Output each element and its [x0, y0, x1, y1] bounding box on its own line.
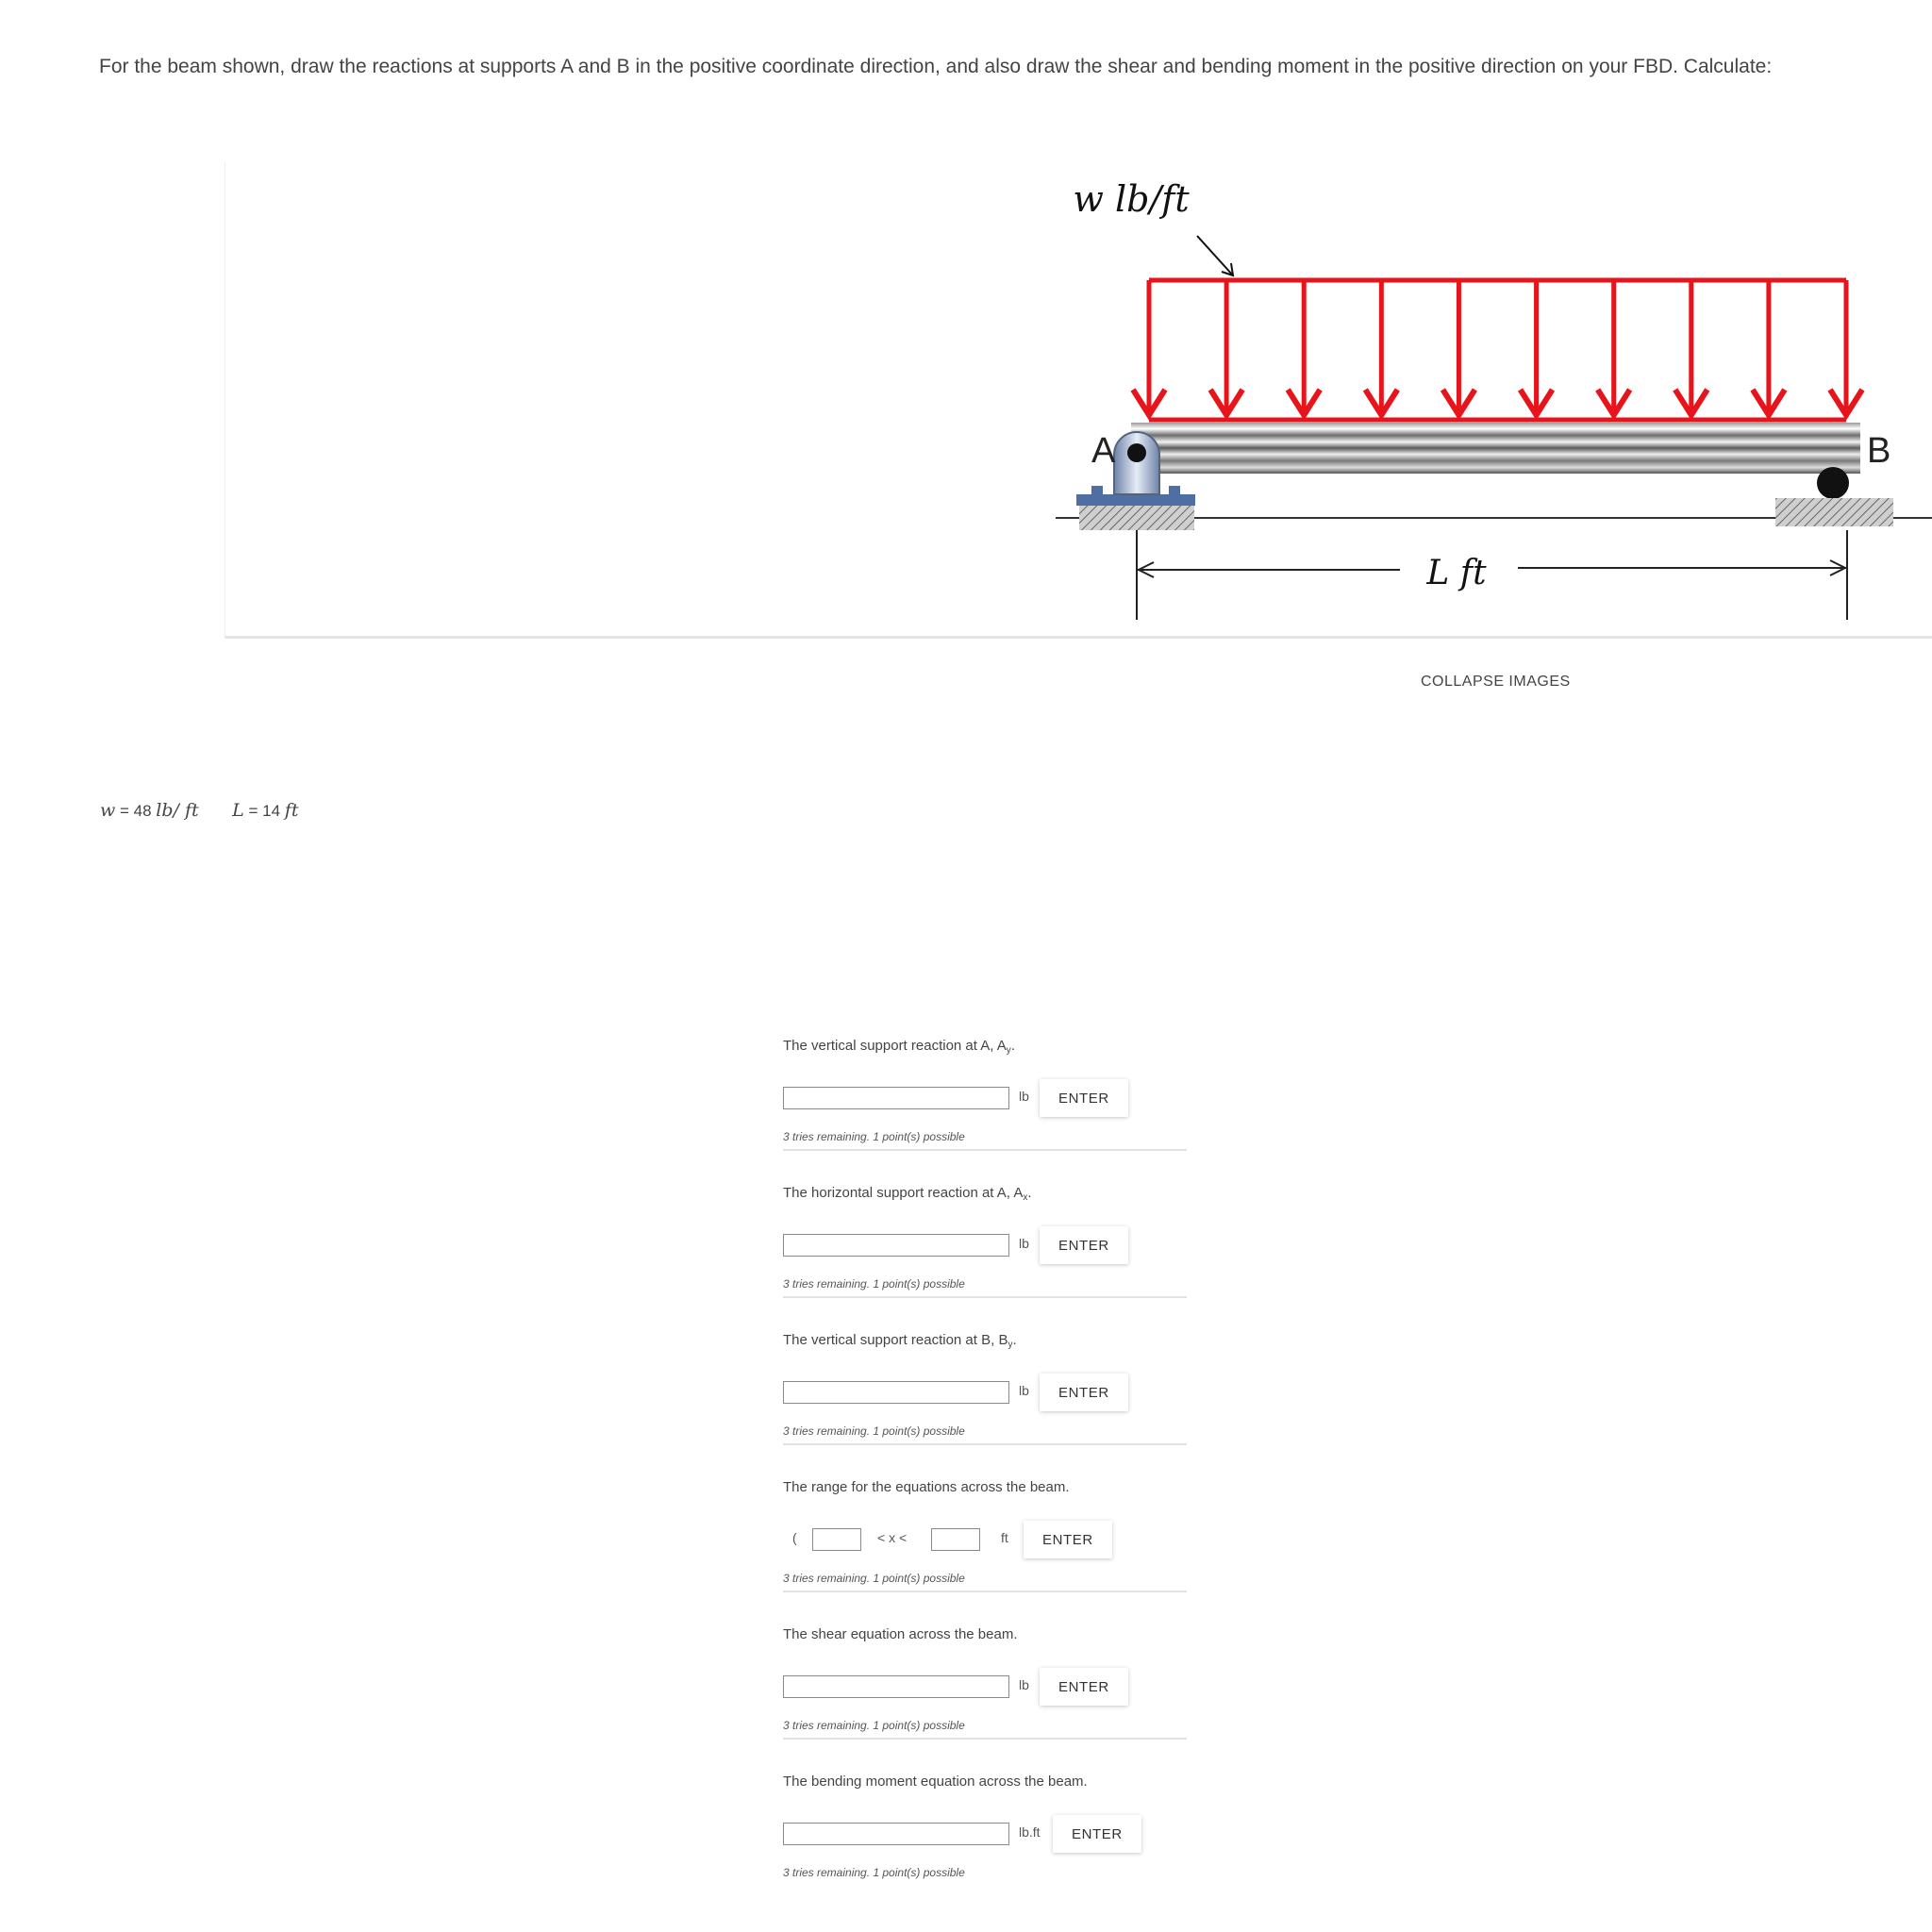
w-symbol: w [100, 800, 116, 821]
unit-label: lb [1019, 1383, 1029, 1398]
l-symbol: L [232, 800, 244, 821]
beam-diagram [225, 162, 1932, 636]
answer-input[interactable] [783, 1234, 1009, 1257]
collapse-images-link[interactable]: COLLAPSE IMAGES [1421, 674, 1571, 690]
question-shear [783, 1591, 1187, 1738]
enter-button[interactable]: ENTER [1040, 1226, 1128, 1264]
range-upper-input[interactable] [931, 1528, 980, 1551]
question-by [783, 1296, 1187, 1443]
unit-label: lb.ft [1019, 1824, 1041, 1840]
roller-support-b [1775, 467, 1893, 526]
question-ay [783, 1002, 1187, 1149]
tries-note: 3 tries remaining. 1 point(s) possible [783, 1572, 965, 1585]
w-units: lb/ ft [156, 800, 199, 821]
l-value: = 14 [248, 802, 281, 820]
question-label: The shear equation across the beam. [783, 1626, 1018, 1642]
unit-label: lb [1019, 1089, 1029, 1104]
load-label: w lb/ft [1073, 178, 1190, 220]
answer-input[interactable] [783, 1381, 1009, 1404]
load-pointer [1197, 236, 1233, 275]
support-b-label: B [1867, 431, 1891, 471]
unit-label: lb [1019, 1236, 1029, 1251]
divider [783, 1591, 1187, 1592]
unit-label: ft [1001, 1530, 1008, 1545]
problem-statement: For the beam shown, draw the reactions at supports A and B in the positive coordinate direction, and also draw the shear and bending moment in the positive direction on your FBD. Calculate: [99, 56, 1773, 77]
tries-note: 3 tries remaining. 1 point(s) possible [783, 1277, 965, 1291]
support-a-label: A [1091, 431, 1116, 471]
w-value: = 48 [120, 802, 152, 820]
enter-button[interactable]: ENTER [1024, 1521, 1112, 1558]
answer-input[interactable] [783, 1823, 1009, 1845]
divider [783, 1296, 1187, 1298]
answer-input[interactable] [783, 1675, 1009, 1698]
open-paren: ( [792, 1530, 797, 1545]
span-dimension [1137, 530, 1847, 620]
distributed-load [1149, 280, 1846, 420]
question-label: The vertical support reaction at B, $B_y$. [783, 1332, 1017, 1350]
question-label: The bending moment equation across the beam. [783, 1774, 1088, 1790]
l-units: ft [284, 800, 299, 821]
enter-button[interactable]: ENTER [1053, 1815, 1141, 1853]
question-range [783, 1443, 1187, 1591]
question-moment [783, 1738, 1187, 1885]
span-label: L ft [1426, 554, 1487, 592]
range-lower-input[interactable] [812, 1528, 861, 1551]
tries-note: 3 tries remaining. 1 point(s) possible [783, 1719, 965, 1732]
answer-input[interactable] [783, 1087, 1009, 1109]
enter-button[interactable]: ENTER [1040, 1374, 1128, 1411]
load-arrows [1133, 280, 1862, 415]
divider [783, 1443, 1187, 1445]
tries-note: 3 tries remaining. 1 point(s) possible [783, 1424, 965, 1438]
enter-button[interactable]: ENTER [1040, 1668, 1128, 1706]
question-label: The horizontal support reaction at A, $A_x$. [783, 1185, 1032, 1203]
tries-note: 3 tries remaining. 1 point(s) possible [783, 1130, 965, 1143]
given-values [100, 800, 298, 821]
divider [783, 1738, 1187, 1740]
beam [1131, 423, 1860, 474]
divider [783, 1149, 1187, 1151]
unit-label: lb [1019, 1677, 1029, 1692]
enter-button[interactable]: ENTER [1040, 1079, 1128, 1117]
question-ax [783, 1149, 1187, 1296]
question-label: The range for the equations across the beam. [783, 1479, 1070, 1495]
question-label: The vertical support reaction at A, $A_y$. [783, 1038, 1015, 1056]
beam-figure [225, 162, 1932, 639]
tries-note: 3 tries remaining. 1 point(s) possible [783, 1866, 965, 1879]
range-operator: < x < [877, 1530, 908, 1545]
